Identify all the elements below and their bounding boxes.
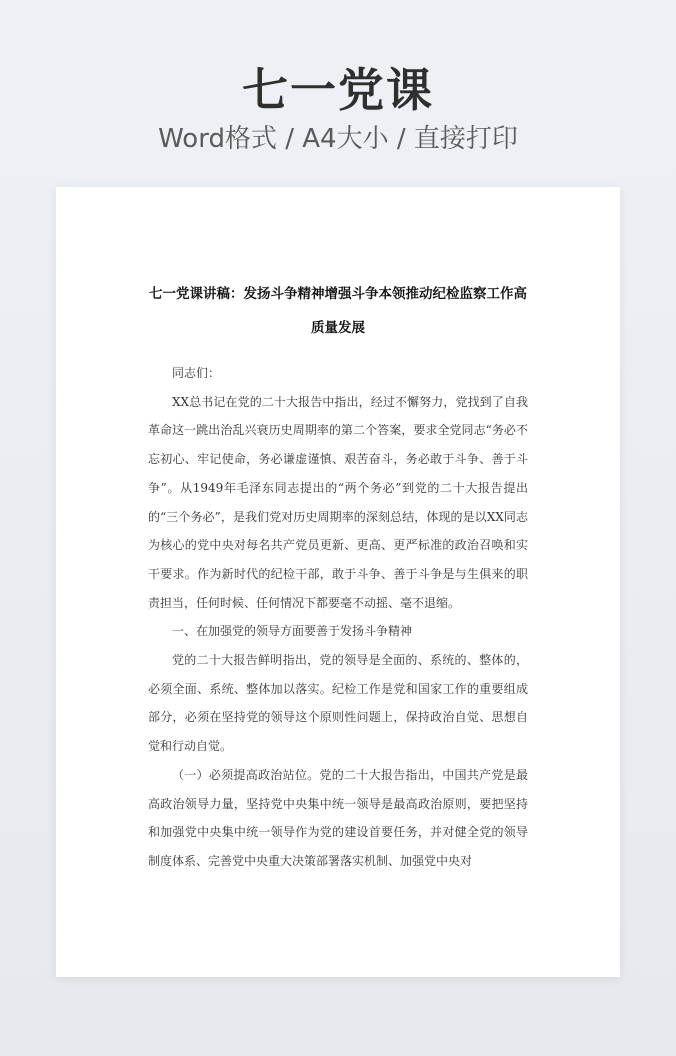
- paragraph-greeting: 同志们：: [172, 366, 221, 380]
- document-title: 七一党课讲稿：发扬斗争精神增强斗争本领推动纪检监察工作高质量发展: [149, 286, 527, 336]
- paragraph-section-1: 党的二十大报告鲜明指出，党的领导是全面的、系统的、整体的，必须全面、系统、整体加以落实。纪检工作是党和国家工作的重要组成部分，必须在坚持党的领导这个原则性问题上，保持政治自觉、思想自觉和行动自觉。: [148, 653, 528, 754]
- promo-subtitle: Word格式 / A4大小 / 直接打印: [158, 124, 518, 154]
- promo-header: [0, 60, 676, 156]
- promo-title: 七一党课: [242, 63, 434, 117]
- document-page: [56, 187, 620, 977]
- document-body: [148, 277, 528, 876]
- paragraph-intro: XX总书记在党的二十大报告中指出，经过不懈努力，党找到了自我革命这一跳出治乱兴衰历史周期率的第二个答案，要求全党同志“务必不忘初心、牢记使命，务必谦虚谨慎、艰苦奋斗，务必敢于斗争、善于斗争”。从1949年毛泽东同志提出的“两个务必”到党的二十大报告提出的“三个务必”，是我们党对历史周期率的深刻总结，体现的是以XX同志为核心的党中央对每名共产党员更新、更高、更严标准的政治召唤和实干要求。作为新时代的纪检干部，敢于斗争、善于斗争是与生俱来的职责担当，任何时候、任何情况下都要毫不动摇、毫不退缩。: [148, 394, 528, 610]
- section-heading: 一、在加强党的领导方面要善于发扬斗争精神: [172, 624, 413, 639]
- paragraph-subsection-1: （一）必须提高政治站位。党的二十大报告指出，中国共产党是最高政治领导力量，坚持党中央集中统一领导是最高政治原则，要把坚持和加强党中央集中统一领导作为党的建设首要任务，并对健全党的领导制度体系、完善党中央重大决策部署落实机制、加强党中央对: [148, 767, 528, 868]
